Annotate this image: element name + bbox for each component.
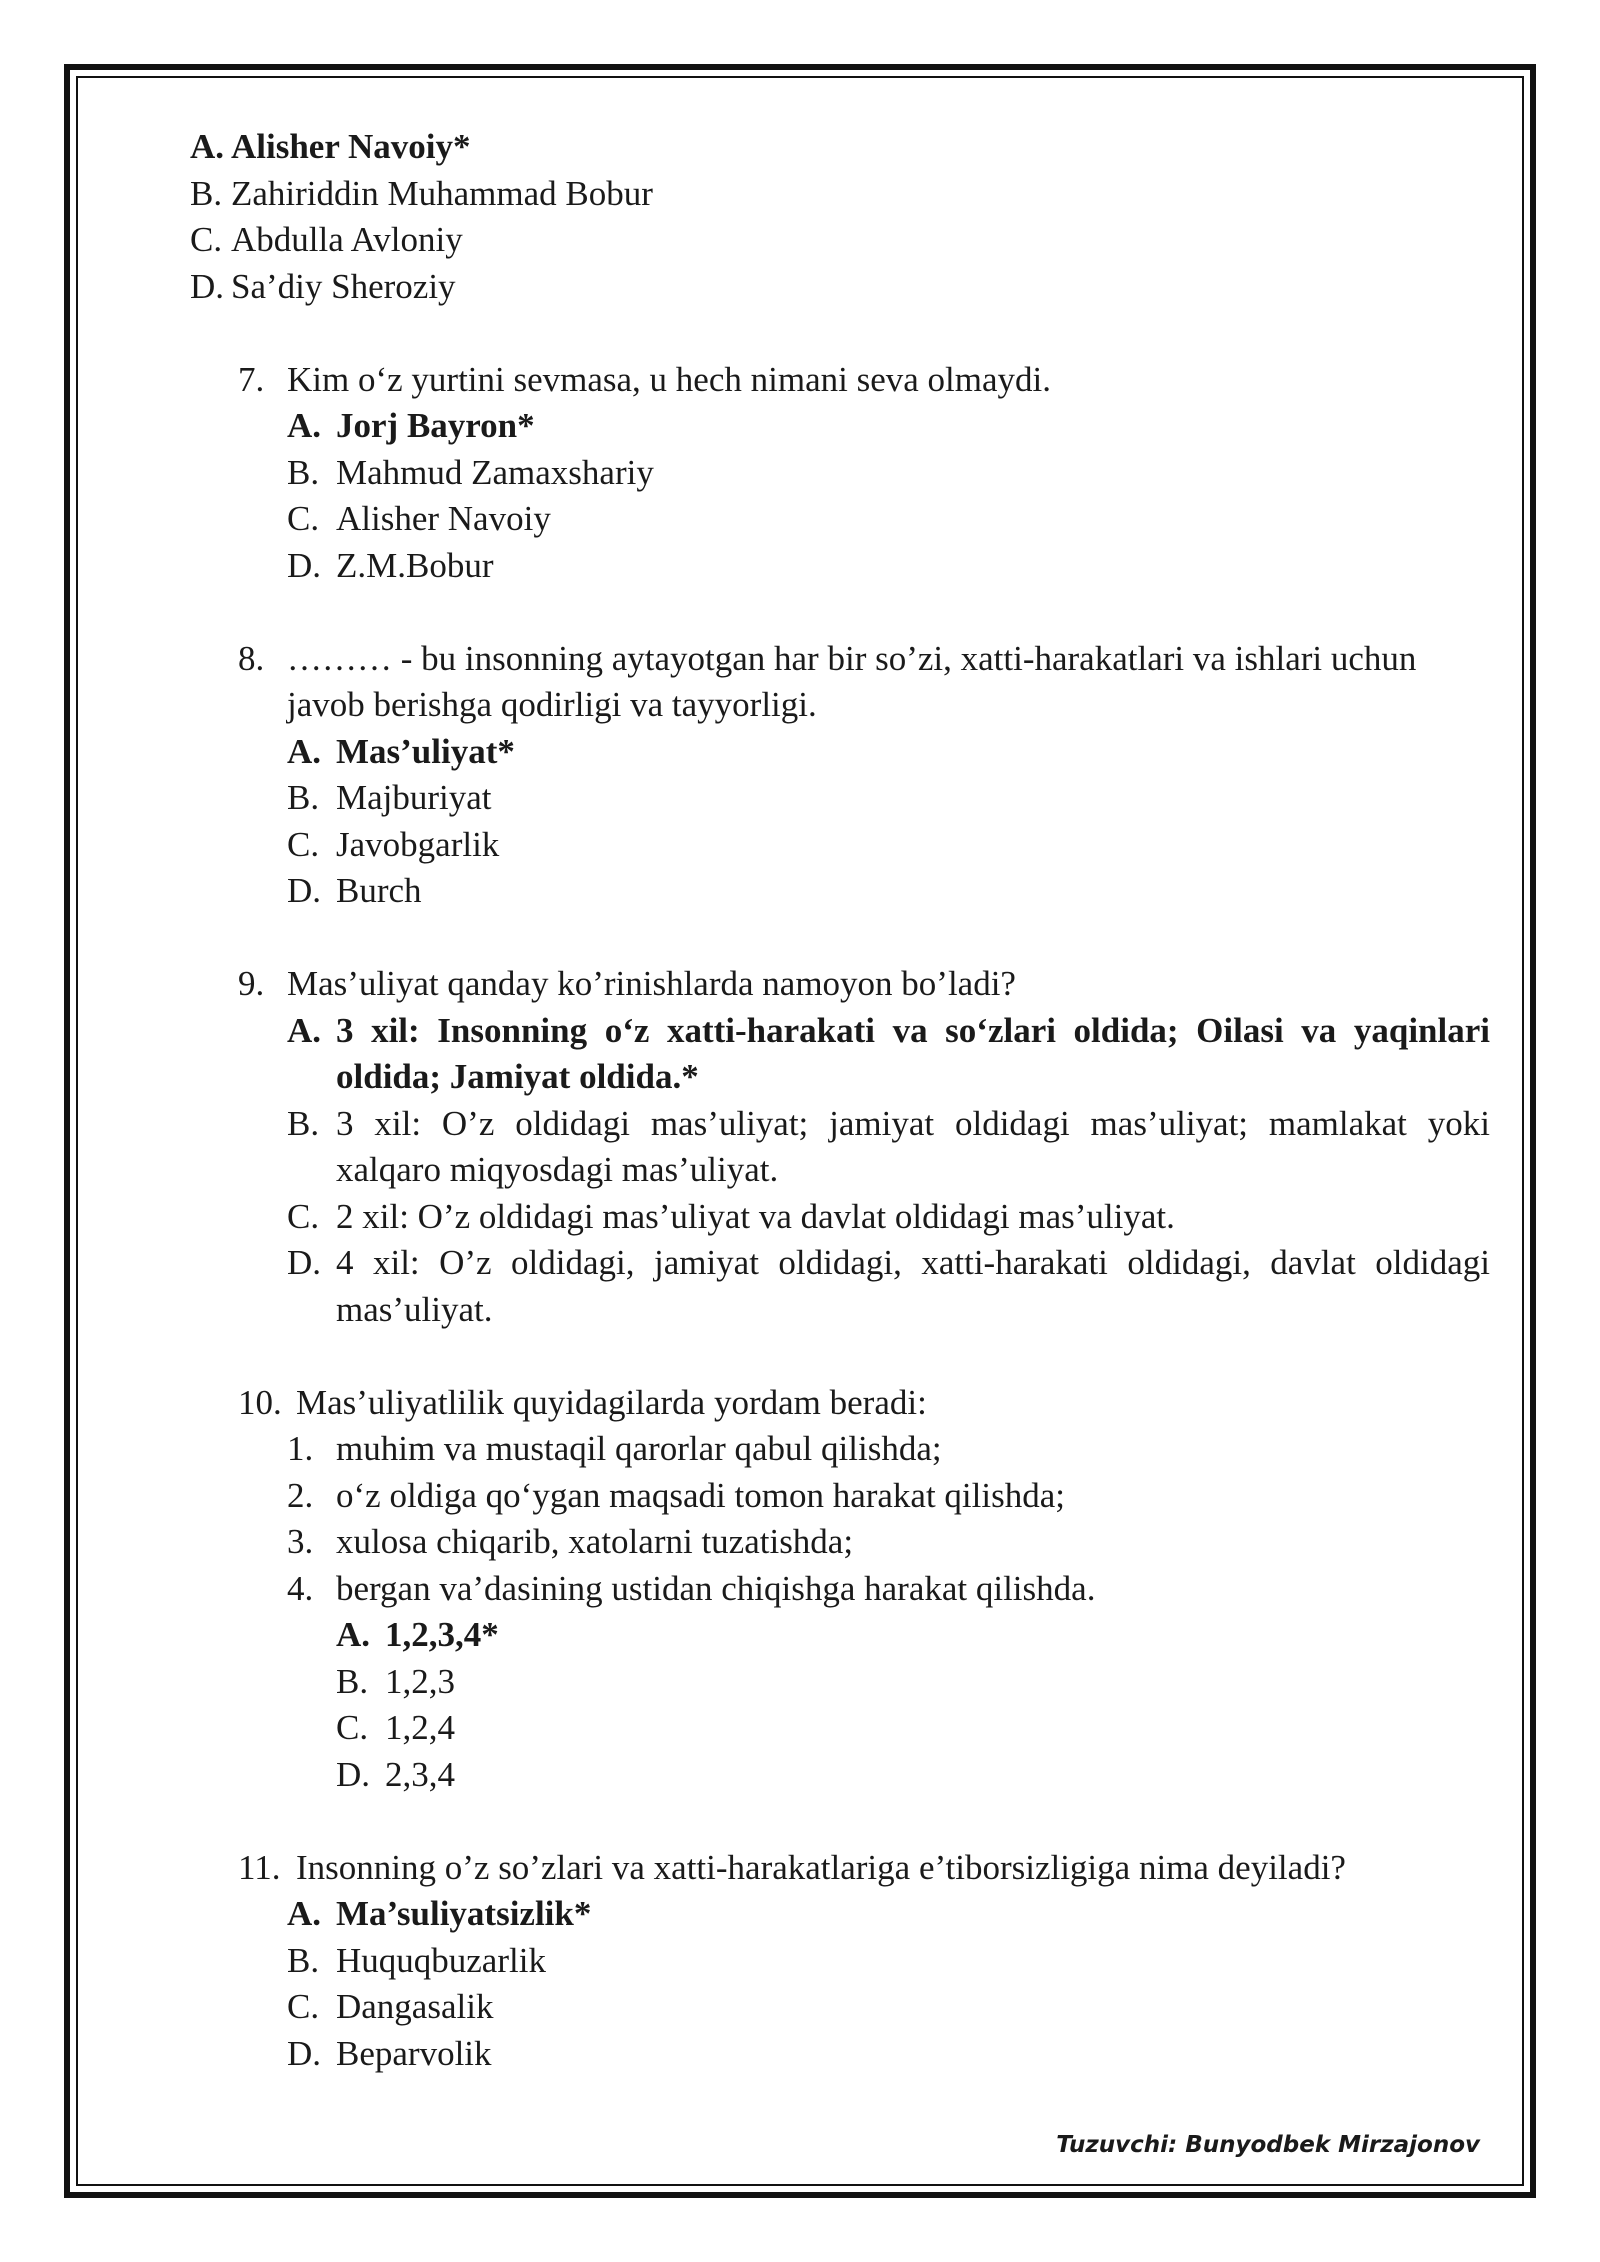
question-number: 11. [238,1847,281,1887]
option-c [287,1984,1490,2031]
option-a [190,124,1490,171]
option-c [336,1705,1490,1752]
option-text: Ma’suliyatsizlik* [336,1894,592,1933]
option-text: 1,2,3,4* [385,1615,499,1654]
option-text: Javobgarlik [336,824,500,864]
option-text: Jorj Bayron* [336,406,535,445]
option-marker: B. [287,1103,320,1143]
option-marker: A. [287,1010,322,1050]
option-marker: C. [287,499,320,538]
option-text: 1,2,3 [385,1661,455,1701]
option-d [287,868,1490,915]
option-marker: C. [287,824,320,864]
option-text: Abdulla Avloniy [231,220,463,259]
question-text: Insonning o’z so’zlari va xatti-harakatlariga e’tiborsizligiga nima deyiladi? [296,1847,1346,1887]
question-text-line [238,636,1490,729]
question-number: 10. [238,1382,282,1422]
option-marker: D. [287,1243,322,1282]
statement-number: 1. [287,1429,314,1468]
statement-item [287,1519,1490,1566]
question-text: ……… - bu insonning aytayotgan har bir so’zi, xatti-harakatlari va ishlari uchun javob berishga qodirligi va tayyorligi. [287,638,1417,724]
option-text: Zahiriddin Muhammad Bobur [231,173,653,213]
question-number: 7. [238,359,265,399]
option-text: Alisher Navoiy [336,499,551,538]
question-text: Mas’uliyatlilik quyidagilarda yordam beradi: [296,1382,927,1422]
option-a [287,403,1490,450]
option-marker: D. [287,2033,322,2073]
statement-text: xulosa chiqarib, xatolarni tuzatishda; [336,1522,854,1561]
option-c [287,822,1490,869]
option-marker: B. [336,1661,369,1701]
statement-item [287,1473,1490,1520]
question-6-options [190,124,1490,310]
option-b [287,1101,1490,1194]
question-8 [190,636,1490,915]
option-text: 3 xil: Insonning o‘z xatti-harakati va so‘zlari oldida; Oilasi va yaqinlari oldida; Jamiyat oldida.* [336,1010,1490,1096]
question-10 [190,1380,1490,1799]
option-text: Z.M.Bobur [336,545,494,585]
option-marker: C. [287,1196,320,1236]
option-text: Huquqbuzarlik [336,1940,546,1980]
question-options [238,1891,1490,2077]
option-c [287,1194,1490,1241]
question-text: Mas’uliyat qanday ko’rinishlarda namoyon bo’ladi? [287,964,1016,1003]
question-number: 9. [238,964,265,1003]
statement-number: 4. [287,1568,314,1608]
option-text: Mas’uliyat* [336,731,515,771]
question-options [287,1612,1490,1798]
option-marker: D. [287,871,322,910]
option-text: Sa’diy Sheroziy [231,266,456,306]
question-11 [190,1845,1490,2078]
option-a [336,1612,1490,1659]
option-marker: C. [336,1708,369,1747]
option-marker: B. [287,778,320,817]
option-text: 2 xil: O’z oldidagi mas’uliyat va davlat oldidagi mas’uliyat. [336,1196,1175,1236]
question-9 [190,961,1490,1333]
question-text-line [238,1380,1490,1427]
option-marker: A. [190,127,225,166]
option-marker: B. [287,1940,320,1980]
option-d [336,1752,1490,1799]
option-text: 4 xil: O’z oldidagi, jamiyat oldidagi, xatti-harakati oldidagi, davlat oldidagi mas’uliyat. [336,1243,1490,1329]
question-7 [190,357,1490,590]
option-text: Dangasalik [336,1987,494,2026]
option-a [287,1008,1490,1101]
author-credit: Tuzuvchi: Bunyodbek Mirzajonov [1056,2132,1480,2158]
option-c [287,496,1490,543]
option-text: 1,2,4 [385,1708,455,1747]
option-d [287,543,1490,590]
option-d [287,1240,1490,1333]
option-b [287,1938,1490,1985]
question-number: 8. [238,638,265,678]
option-text: Beparvolik [336,2033,492,2073]
statement-text: o‘z oldiga qo‘ygan maqsadi tomon harakat qilishda; [336,1475,1065,1515]
option-c [190,217,1490,264]
option-b [287,450,1490,497]
question-text-line [238,1845,1490,1892]
option-marker: C. [287,1987,320,2026]
option-b [190,171,1490,218]
option-marker: A. [336,1615,371,1654]
statement-list [238,1426,1490,1798]
statement-item [287,1426,1490,1473]
option-marker: B. [190,173,223,213]
question-options [238,1008,1490,1334]
option-marker: D. [190,266,225,306]
option-marker: C. [190,220,223,259]
statement-text: muhim va mustaqil qarorlar qabul qilishda; [336,1429,942,1468]
option-d [190,264,1490,311]
question-options [238,403,1490,589]
option-text: Alisher Navoiy* [231,127,471,166]
option-marker: D. [287,545,322,585]
option-text: 3 xil: O’z oldidagi mas’uliyat; jamiyat oldidagi mas’uliyat; mamlakat yoki xalqaro miqyosdagi mas’uliyat. [336,1103,1490,1189]
option-marker: D. [336,1754,371,1794]
option-a [287,729,1490,776]
option-text: Burch [336,871,422,910]
option-b [287,775,1490,822]
option-d [287,2031,1490,2078]
question-options [238,729,1490,915]
statement-number: 2. [287,1475,314,1515]
statement-text: bergan va’dasining ustidan chiqishga harakat qilishda. [336,1568,1096,1608]
option-text: Mahmud Zamaxshariy [336,452,654,492]
statement-item [287,1566,1490,1613]
option-b [336,1659,1490,1706]
option-text: 2,3,4 [385,1754,455,1794]
option-marker: A. [287,406,322,445]
option-a [287,1891,1490,1938]
option-text: Majburiyat [336,778,492,817]
test-content [190,124,1490,2077]
statement-number: 3. [287,1522,314,1561]
option-marker: A. [287,731,322,771]
option-marker: A. [287,1894,322,1933]
question-text-line [238,961,1490,1008]
question-text-line [238,357,1490,404]
option-marker: B. [287,452,320,492]
question-text: Kim o‘z yurtini sevmasa, u hech nimani seva olmaydi. [287,359,1051,399]
